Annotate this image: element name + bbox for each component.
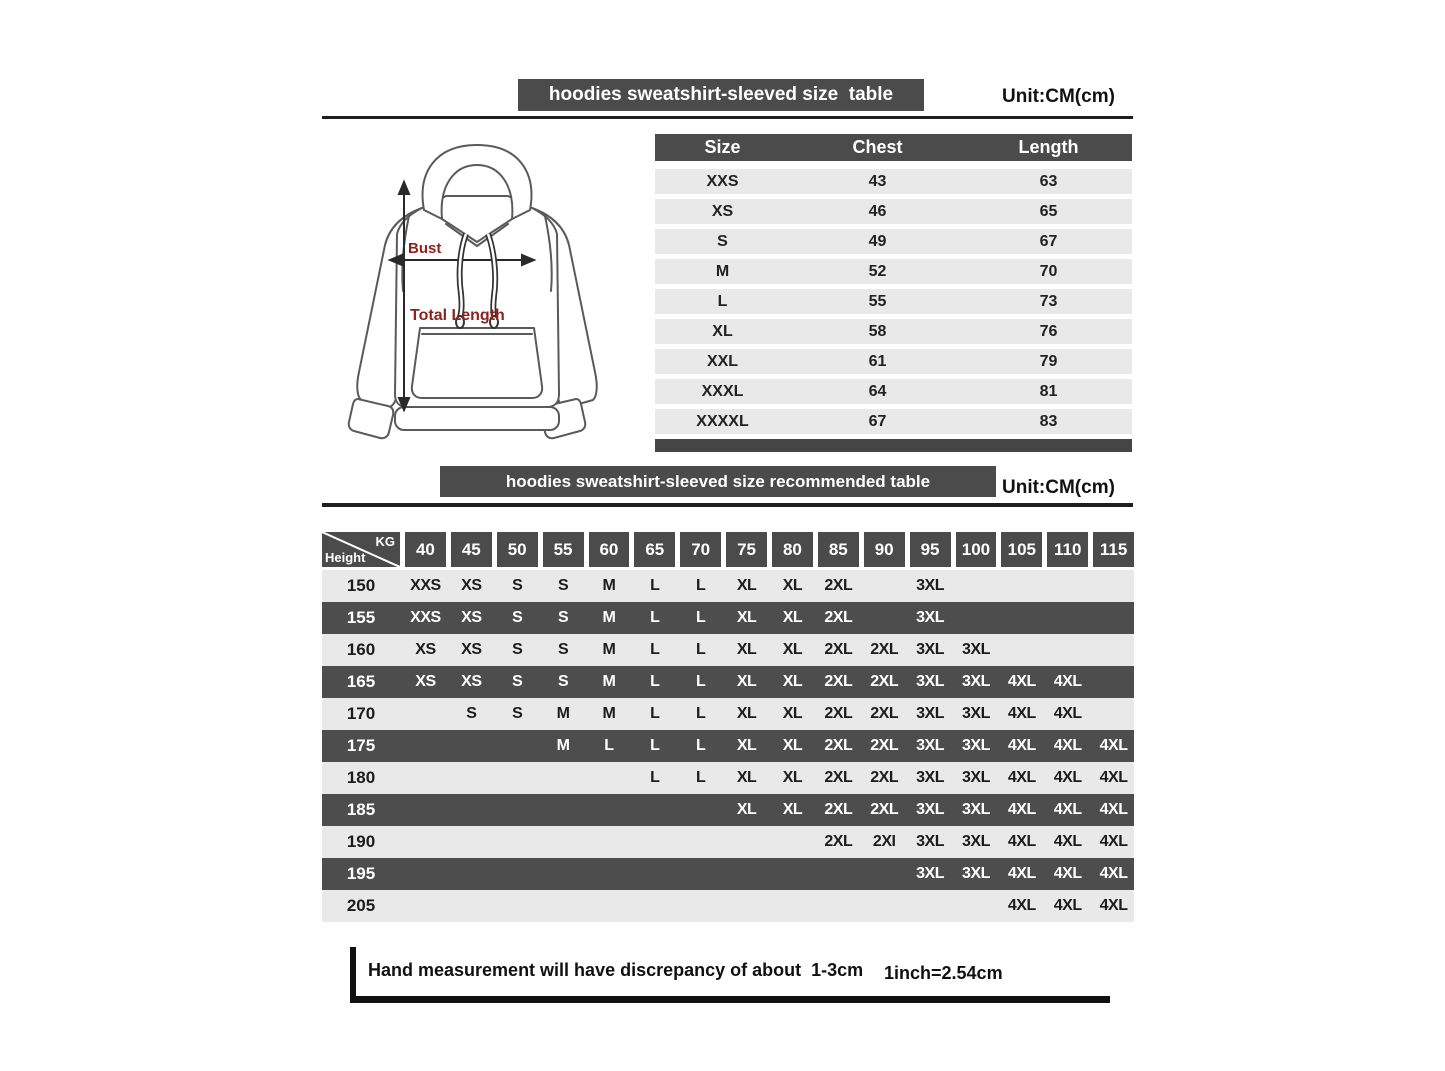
size-recommendation-cell: XL — [782, 673, 803, 690]
size-recommendation-cell — [497, 762, 538, 794]
size-recommendation-cell: L — [650, 609, 660, 626]
top-divider-line — [322, 116, 1133, 119]
size-recommendation-cell: 2XL — [870, 641, 899, 658]
size-table-header — [655, 134, 1132, 161]
size-recommendation-cell: 4XL — [1007, 897, 1036, 914]
size-table-row — [655, 409, 1132, 434]
size-recommendation-cell: XS — [461, 609, 482, 626]
length-value: 83 — [1039, 413, 1058, 430]
size-recommendation-cell — [1093, 698, 1134, 730]
size-recommendation-cell: 2XI — [872, 833, 896, 850]
size-recommendation-cell: 2XL — [824, 609, 853, 626]
size-table-unit-label: Unit:CM(cm) — [1002, 86, 1115, 107]
size-recommendation-cell — [772, 826, 813, 858]
size-recommendation-cell: 2XL — [824, 737, 853, 754]
size-recommendation-cell — [634, 890, 675, 922]
size-recommendation-cell — [405, 794, 446, 826]
size-table-row — [655, 169, 1132, 194]
size-recommendation-cell: XL — [736, 801, 757, 818]
recommended-table-row — [322, 570, 1134, 602]
recommended-table-body — [322, 570, 1134, 922]
size-recommendation-cell: 3XL — [962, 801, 990, 818]
size-recommendation-cell — [864, 602, 905, 634]
size-recommendation-cell: 3XL — [916, 609, 944, 626]
height-label: 155 — [346, 608, 376, 627]
size-recommendation-cell — [864, 890, 905, 922]
size-table-row — [655, 349, 1132, 374]
size-recommendation-cell — [497, 858, 538, 890]
weight-header-cell: 90 — [864, 532, 905, 567]
size-recommendation-cell: 3XL — [962, 641, 990, 658]
size-recommendation-cell: XL — [736, 737, 757, 754]
size-recommendation-cell: L — [696, 705, 706, 722]
size-table-title-bar — [518, 79, 924, 111]
size-value: XXXL — [701, 383, 744, 400]
size-value: XL — [712, 323, 733, 340]
size-value: XS — [711, 203, 734, 220]
size-recommendation-cell: XL — [782, 641, 803, 658]
size-recommendation-cell — [1093, 602, 1134, 634]
size-recommendation-cell: XL — [736, 609, 757, 626]
height-label: 185 — [346, 800, 376, 819]
size-recommendation-cell: 3XL — [916, 673, 944, 690]
recommended-table — [322, 532, 1134, 922]
size-recommendation-cell — [543, 858, 584, 890]
size-recommendation-cell: 3XL — [916, 769, 944, 786]
size-recommendation-cell: 4XL — [1053, 801, 1082, 818]
size-recommendation-cell: 2XL — [870, 801, 899, 818]
size-recommendation-cell: XL — [736, 641, 757, 658]
height-label: 165 — [346, 672, 376, 691]
size-recommendation-cell: 3XL — [916, 577, 944, 594]
length-value: 79 — [1039, 353, 1058, 370]
size-recommendation-cell: 3XL — [962, 737, 990, 754]
size-recommendation-cell — [589, 890, 630, 922]
size-recommendation-cell: S — [512, 673, 523, 690]
size-recommendation-cell — [405, 890, 446, 922]
length-value: 63 — [1039, 173, 1058, 190]
size-recommendation-cell — [818, 890, 859, 922]
size-recommendation-cell: XL — [782, 737, 803, 754]
size-recommendation-cell: 4XL — [1099, 769, 1128, 786]
size-recommendation-cell: S — [512, 577, 523, 594]
size-recommendation-cell: XS — [461, 641, 482, 658]
recommended-table-row — [322, 666, 1134, 698]
weight-header-cell: 65 — [634, 532, 675, 567]
size-recommendation-cell: S — [512, 641, 523, 658]
weight-header-cell: 100 — [956, 532, 997, 567]
size-recommendation-cell — [543, 762, 584, 794]
hem-band — [395, 407, 559, 430]
size-recommendation-cell — [864, 858, 905, 890]
size-recommendation-cell: 3XL — [916, 801, 944, 818]
height-label: 205 — [346, 896, 376, 915]
size-recommendation-cell: L — [650, 641, 660, 658]
recommended-table-row — [322, 762, 1134, 794]
size-recommendation-cell: XS — [415, 641, 436, 658]
recommended-table-unit-label: Unit:CM(cm) — [1002, 477, 1115, 498]
size-recommendation-cell: 4XL — [1053, 673, 1082, 690]
size-recommendation-cell — [726, 826, 767, 858]
weight-header-cell: 105 — [1001, 532, 1042, 567]
size-recommendation-cell — [543, 890, 584, 922]
size-recommendation-cell: S — [512, 705, 523, 722]
weight-header-cell: 60 — [589, 532, 630, 567]
size-recommendation-cell: L — [696, 769, 706, 786]
size-recommendation-cell — [497, 794, 538, 826]
size-recommendation-cell — [864, 570, 905, 602]
size-recommendation-cell: 4XL — [1007, 737, 1036, 754]
size-recommendation-cell: 3XL — [962, 673, 990, 690]
middle-divider-line — [322, 503, 1133, 507]
chest-value: 43 — [868, 173, 887, 190]
size-recommendation-cell: 4XL — [1007, 769, 1036, 786]
size-recommendation-cell — [680, 858, 721, 890]
size-recommendation-cell — [726, 890, 767, 922]
left-cuff — [349, 399, 394, 438]
size-recommendation-cell — [497, 730, 538, 762]
size-recommendation-cell: 3XL — [962, 769, 990, 786]
size-recommendation-cell — [451, 730, 492, 762]
size-recommendation-cell: XS — [415, 673, 436, 690]
recommended-table-row — [322, 794, 1134, 826]
size-recommendation-cell: L — [696, 673, 706, 690]
size-recommendation-cell: 2XL — [870, 737, 899, 754]
size-recommendation-cell: XXS — [410, 577, 441, 594]
recommended-table-row — [322, 730, 1134, 762]
recommended-table-row — [322, 602, 1134, 634]
size-recommendation-cell — [1047, 602, 1088, 634]
size-recommendation-cell: L — [696, 577, 706, 594]
size-recommendation-cell: S — [512, 609, 523, 626]
height-label: 195 — [346, 864, 376, 883]
size-recommendation-cell: 4XL — [1007, 833, 1036, 850]
size-recommendation-cell — [956, 570, 997, 602]
size-recommendation-cell — [543, 794, 584, 826]
size-value: XXXXL — [696, 413, 749, 430]
size-value: M — [715, 263, 730, 280]
weight-header-cell: 115 — [1093, 532, 1134, 567]
recommended-table-row — [322, 858, 1134, 890]
size-table-bottom-bar — [655, 439, 1132, 452]
size-recommendation-cell: 4XL — [1007, 705, 1036, 722]
size-recommendation-cell: 2XL — [824, 833, 853, 850]
size-recommendation-cell — [634, 858, 675, 890]
chest-value: 52 — [868, 263, 887, 280]
chest-value: 46 — [868, 203, 887, 220]
size-recommendation-cell: XL — [736, 577, 757, 594]
height-label: 175 — [346, 736, 376, 755]
size-recommendation-cell: S — [557, 641, 569, 658]
size-table-row — [655, 379, 1132, 404]
size-recommendation-cell: M — [556, 737, 570, 754]
weight-header-cell: 95 — [910, 532, 951, 567]
size-recommendation-cell: 2XL — [824, 673, 853, 690]
length-value: 81 — [1039, 383, 1058, 400]
size-recommendation-cell: L — [650, 577, 660, 594]
size-recommendation-cell — [451, 762, 492, 794]
size-table-row — [655, 259, 1132, 284]
inch-conversion-note: 1inch=2.54cm — [884, 963, 1003, 983]
recommended-header-row — [322, 532, 1134, 567]
size-recommendation-cell: XL — [782, 769, 803, 786]
size-recommendation-cell: XS — [461, 673, 482, 690]
size-recommendation-cell: 4XL — [1099, 737, 1128, 754]
size-recommendation-cell: S — [557, 609, 569, 626]
chest-value: 49 — [868, 233, 887, 250]
size-recommendation-cell: 2XL — [824, 641, 853, 658]
size-table-row — [655, 289, 1132, 314]
size-recommendation-cell — [497, 826, 538, 858]
weight-header-cell: 45 — [451, 532, 492, 567]
size-recommendation-cell: 4XL — [1053, 897, 1082, 914]
size-recommendation-cell: M — [602, 673, 616, 690]
size-recommendation-cell: XL — [782, 705, 803, 722]
size-column-header: Size — [704, 137, 741, 157]
size-recommendation-cell: 3XL — [962, 833, 990, 850]
height-label: 170 — [346, 704, 376, 723]
size-recommendation-cell — [726, 858, 767, 890]
size-recommendation-cell: 4XL — [1053, 833, 1082, 850]
size-recommendation-cell: 2XL — [824, 801, 853, 818]
total-length-label: Total Length — [410, 307, 505, 324]
size-recommendation-cell: XL — [736, 705, 757, 722]
size-recommendation-cell — [405, 858, 446, 890]
size-recommendation-cell — [772, 858, 813, 890]
size-recommendation-cell: 2XL — [824, 705, 853, 722]
size-recommendation-cell: L — [650, 673, 660, 690]
size-recommendation-cell: L — [696, 737, 706, 754]
size-recommendation-cell: XL — [736, 769, 757, 786]
size-recommendation-cell: 2XL — [824, 577, 853, 594]
size-value: XXS — [706, 173, 739, 190]
size-recommendation-cell: L — [650, 705, 660, 722]
size-recommendation-cell: 4XL — [1053, 769, 1082, 786]
size-recommendation-cell: L — [696, 641, 706, 658]
size-recommendation-cell: 4XL — [1053, 705, 1082, 722]
size-recommendation-cell — [1001, 634, 1042, 666]
height-label: 160 — [346, 640, 376, 659]
size-recommendation-cell — [956, 602, 997, 634]
chest-value: 64 — [868, 383, 887, 400]
size-recommendation-cell — [451, 794, 492, 826]
size-recommendation-cell: L — [696, 609, 706, 626]
size-table-row — [655, 229, 1132, 254]
corner-kg-label: KG — [375, 534, 395, 549]
weight-header-cell: 50 — [497, 532, 538, 567]
length-column-header: Length — [1018, 137, 1079, 157]
size-value: XXL — [706, 353, 739, 370]
size-recommendation-cell — [589, 826, 630, 858]
size-recommendation-cell: 3XL — [916, 641, 944, 658]
recommended-table-title: hoodies sweatshirt-sleeved size recommended table — [505, 471, 931, 491]
size-recommendation-cell: 3XL — [916, 705, 944, 722]
height-label: 150 — [346, 576, 376, 595]
size-recommendation-cell: XL — [782, 609, 803, 626]
size-recommendation-cell: 3XL — [916, 833, 944, 850]
size-recommendation-cell — [1001, 602, 1042, 634]
recommended-table-row — [322, 890, 1134, 922]
size-recommendation-cell: M — [602, 641, 616, 658]
size-recommendation-cell — [405, 826, 446, 858]
size-recommendation-cell: 3XL — [962, 705, 990, 722]
size-recommendation-cell: 4XL — [1099, 897, 1128, 914]
weight-header-cell: 75 — [726, 532, 767, 567]
size-recommendation-cell: 4XL — [1053, 737, 1082, 754]
size-recommendation-cell — [1047, 634, 1088, 666]
size-recommendation-cell — [451, 858, 492, 890]
corner-height-label: Height — [325, 550, 366, 565]
size-recommendation-cell — [680, 826, 721, 858]
recommended-table-row — [322, 698, 1134, 730]
measurement-discrepancy-note: Hand measurement will have discrepancy of about 1-3cm — [368, 960, 864, 980]
size-table-body — [655, 169, 1132, 434]
size-recommendation-cell — [910, 890, 951, 922]
recommended-table-title-bar — [440, 466, 996, 497]
recommended-table-row — [322, 634, 1134, 666]
size-recommendation-cell — [818, 858, 859, 890]
size-recommendation-cell — [1093, 570, 1134, 602]
size-recommendation-cell — [543, 826, 584, 858]
size-recommendation-cell: 4XL — [1099, 801, 1128, 818]
height-label: 190 — [346, 832, 376, 851]
size-recommendation-cell — [680, 890, 721, 922]
size-recommendation-cell: S — [466, 705, 477, 722]
size-recommendation-cell: 2XL — [870, 705, 899, 722]
size-recommendation-cell: 3XL — [916, 865, 944, 882]
weight-header-cell: 40 — [405, 532, 446, 567]
size-recommendation-cell — [772, 890, 813, 922]
size-recommendation-cell: M — [556, 705, 570, 722]
size-recommendation-cell — [405, 730, 446, 762]
size-value: S — [717, 233, 728, 250]
size-recommendation-cell — [1047, 570, 1088, 602]
length-value: 76 — [1039, 323, 1058, 340]
height-label: 180 — [346, 768, 376, 787]
size-recommendation-cell — [634, 794, 675, 826]
weight-header-cell: 55 — [543, 532, 584, 567]
size-recommendation-cell — [589, 858, 630, 890]
size-value: L — [717, 293, 728, 310]
size-recommendation-cell: 2XL — [870, 769, 899, 786]
size-recommendation-cell: M — [602, 609, 616, 626]
weight-header-cell: 85 — [818, 532, 859, 567]
chest-value: 55 — [868, 293, 887, 310]
footer-left-bar — [350, 947, 356, 1002]
hoodie-measurement-diagram — [332, 136, 602, 461]
kg-height-corner-cell — [322, 532, 400, 567]
size-recommendation-cell: 2XL — [870, 673, 899, 690]
size-recommendation-cell: 4XL — [1007, 673, 1036, 690]
size-table-row — [655, 199, 1132, 224]
size-recommendation-cell: 3XL — [962, 865, 990, 882]
size-recommendation-cell — [405, 698, 446, 730]
size-recommendation-cell — [451, 890, 492, 922]
size-recommendation-cell: XXS — [410, 609, 441, 626]
size-recommendation-cell — [1001, 570, 1042, 602]
weight-header-cell: 70 — [680, 532, 721, 567]
size-recommendation-cell: S — [557, 673, 569, 690]
size-recommendation-cell: M — [602, 705, 616, 722]
size-recommendation-cell — [1093, 634, 1134, 666]
size-recommendation-cell — [634, 826, 675, 858]
size-recommendation-cell: 2XL — [824, 769, 853, 786]
size-table-title: hoodies sweatshirt-sleeved size table — [548, 84, 894, 105]
size-recommendation-cell — [956, 890, 997, 922]
length-value: 70 — [1039, 263, 1058, 280]
size-table-row — [655, 319, 1132, 344]
size-recommendation-cell — [451, 826, 492, 858]
size-recommendation-cell: S — [557, 577, 569, 594]
kangaroo-pocket — [412, 328, 542, 398]
length-value: 73 — [1039, 293, 1058, 310]
size-recommendation-cell: 4XL — [1007, 865, 1036, 882]
size-recommendation-cell: XL — [736, 673, 757, 690]
size-recommendation-cell: 4XL — [1007, 801, 1036, 818]
bust-label: Bust — [408, 240, 442, 257]
size-recommendation-cell: L — [650, 737, 660, 754]
size-recommendation-cell: 3XL — [916, 737, 944, 754]
size-recommendation-cell: L — [650, 769, 660, 786]
size-recommendation-cell — [589, 794, 630, 826]
size-recommendation-cell: 4XL — [1099, 865, 1128, 882]
chest-value: 61 — [868, 353, 887, 370]
size-recommendation-cell — [1093, 666, 1134, 698]
size-recommendation-cell — [589, 762, 630, 794]
size-recommendation-cell — [405, 762, 446, 794]
size-recommendation-cell: 4XL — [1053, 865, 1082, 882]
size-recommendation-cell — [497, 890, 538, 922]
length-value: 67 — [1039, 233, 1058, 250]
size-recommendation-cell: XL — [782, 577, 803, 594]
size-recommendation-cell: XL — [782, 801, 803, 818]
chest-value: 67 — [868, 413, 887, 430]
chest-column-header: Chest — [852, 137, 903, 157]
recommended-table-row — [322, 826, 1134, 858]
size-table — [655, 134, 1132, 452]
size-recommendation-cell — [680, 794, 721, 826]
weight-header-cell: 110 — [1047, 532, 1088, 567]
size-recommendation-cell: XS — [461, 577, 482, 594]
size-recommendation-cell: L — [604, 737, 614, 754]
footer-bottom-line — [350, 996, 1110, 1003]
length-value: 65 — [1039, 203, 1058, 220]
size-recommendation-cell: M — [602, 577, 616, 594]
chest-value: 58 — [868, 323, 887, 340]
size-recommendation-cell: 4XL — [1099, 833, 1128, 850]
weight-header-cell: 80 — [772, 532, 813, 567]
